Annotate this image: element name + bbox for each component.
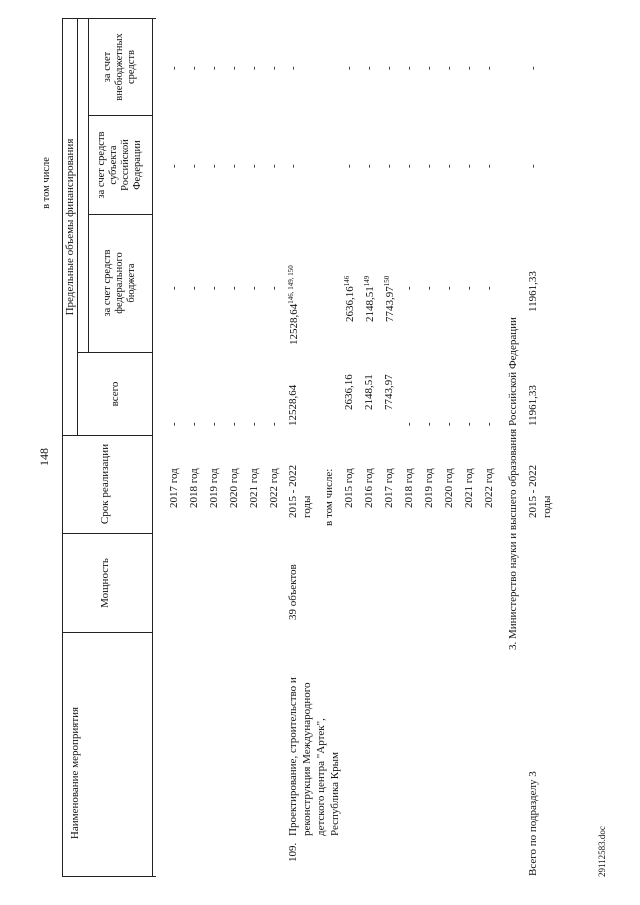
year-federal-footnote: 146 [343, 275, 351, 287]
year-federal-value: 2636,16 [344, 286, 356, 322]
top-row-subject: - [248, 164, 260, 168]
year-federal [363, 276, 376, 322]
year-extra: - [483, 66, 495, 70]
top-row-extra: - [268, 66, 280, 70]
item-period: 2015 - 2022 [287, 464, 299, 518]
including-label: в том числе: [323, 468, 335, 526]
top-row-extra: - [208, 66, 220, 70]
year-extra: - [403, 66, 415, 70]
year-period: 2022 год [483, 468, 495, 508]
top-row-total: - [208, 422, 220, 426]
year-federal: - [483, 286, 495, 290]
item-federal-footnote: 146, 149, 150 [287, 265, 295, 304]
header-subject: за счет средств субъекта Российской Федерации [95, 131, 144, 199]
top-row-extra: - [248, 66, 260, 70]
item-capacity: 39 объектов [287, 564, 299, 620]
top-row-period: 2019 год [208, 468, 220, 508]
top-row-total: - [188, 422, 200, 426]
summary-extra: - [527, 66, 539, 70]
top-row-extra: - [168, 66, 180, 70]
year-subject: - [343, 164, 355, 168]
summary-label: Всего по подразделу 3 [527, 771, 539, 876]
top-row-period: 2020 год [228, 468, 240, 508]
year-total: - [443, 422, 455, 426]
top-row-period: 2017 год [168, 468, 180, 508]
header-sep-total [77, 352, 152, 353]
top-row-federal: - [208, 286, 220, 290]
header-federal: за счет средств федерального бюджета [101, 249, 138, 317]
top-row-total: - [168, 422, 180, 426]
year-extra: - [463, 66, 475, 70]
item-period-unit: годы [301, 495, 313, 518]
year-federal-footnote: 150 [383, 275, 391, 287]
top-row-subject: - [268, 164, 280, 168]
item-total: 12528,64 [287, 384, 299, 426]
year-period: 2015 год [343, 468, 355, 508]
year-federal [383, 276, 396, 322]
summary-subject: - [527, 164, 539, 168]
year-subject: - [363, 164, 375, 168]
summary-period: 2015 - 2022 [527, 464, 539, 518]
item-name-line: детского центра "Артек", [315, 718, 327, 836]
header-capacity: Мощность [98, 558, 111, 608]
header-sep-capacity [62, 533, 152, 534]
top-row-federal: - [168, 286, 180, 290]
year-federal: - [443, 286, 455, 290]
item-subject: - [287, 164, 299, 168]
header-period: Срок реализации [98, 443, 111, 525]
header-sep-federal [88, 214, 152, 215]
year-subject: - [403, 164, 415, 168]
header-limits: Предельные объемы финансирования [63, 138, 76, 316]
summary-total: 11961,33 [527, 385, 539, 426]
year-period: 2020 год [443, 468, 455, 508]
year-subject: - [463, 164, 475, 168]
top-row-period: 2022 год [268, 468, 280, 508]
summary-federal: 11961,33 [527, 271, 539, 312]
year-extra: - [363, 66, 375, 70]
item-number: 109. [287, 842, 299, 862]
year-federal: - [403, 286, 415, 290]
top-row-subject: - [228, 164, 240, 168]
year-subject: - [383, 164, 395, 168]
year-extra: - [343, 66, 355, 70]
item-extra: - [287, 66, 299, 70]
summary-period-unit: годы [541, 495, 553, 518]
year-subject: - [443, 164, 455, 168]
top-row-total: - [268, 422, 280, 426]
top-row-federal: - [248, 286, 260, 290]
year-federal: - [423, 286, 435, 290]
year-extra: - [423, 66, 435, 70]
top-row-total: - [228, 422, 240, 426]
year-period: 2019 год [423, 468, 435, 508]
year-period: 2016 год [363, 468, 375, 508]
year-federal-value: 2148,51 [364, 286, 376, 322]
item-federal [287, 265, 300, 345]
header-name: Наименование мероприятия [68, 706, 81, 840]
year-period: 2021 год [463, 468, 475, 508]
header-sep-name [62, 632, 152, 633]
header-including: в том числе [40, 157, 52, 209]
top-row-period: 2018 год [188, 468, 200, 508]
year-federal-footnote: 149 [363, 275, 371, 287]
section-title: 3. Министерство науки и высшего образования Российской Федерации [507, 317, 519, 650]
year-federal [343, 276, 356, 322]
item-federal-value: 12528,64 [288, 303, 300, 345]
footer-code: 29112583.doc [597, 826, 607, 877]
top-row-period: 2021 год [248, 468, 260, 508]
item-name-line: реконструкция Международного [301, 682, 313, 836]
top-row-extra: - [228, 66, 240, 70]
year-subject: - [423, 164, 435, 168]
top-row-federal: - [188, 286, 200, 290]
top-row-federal: - [268, 286, 280, 290]
top-row-federal: - [228, 286, 240, 290]
item-name-line: Проектирование, строительство и [287, 677, 299, 836]
item-name-line: Республика Крым [329, 752, 341, 836]
year-subject: - [483, 164, 495, 168]
year-total: - [463, 422, 475, 426]
header-sep-period [62, 435, 152, 436]
year-total: 2636,16 [343, 374, 355, 410]
year-federal: - [463, 286, 475, 290]
year-total: - [423, 422, 435, 426]
year-federal-value: 7743,97 [384, 286, 396, 322]
year-extra: - [443, 66, 455, 70]
year-total: - [403, 422, 415, 426]
year-period: 2018 год [403, 468, 415, 508]
header-extra: за счет внебюджетных средств [101, 33, 138, 101]
year-extra: - [383, 66, 395, 70]
year-total: 7743,97 [383, 374, 395, 410]
header-total: всего [108, 381, 121, 407]
top-row-subject: - [168, 164, 180, 168]
year-total: 2148,51 [363, 374, 375, 410]
top-row-total: - [248, 422, 260, 426]
top-row-subject: - [188, 164, 200, 168]
top-row-extra: - [188, 66, 200, 70]
year-period: 2017 год [383, 468, 395, 508]
header-sep-subject [88, 115, 152, 116]
top-row-subject: - [208, 164, 220, 168]
year-total: - [483, 422, 495, 426]
page-number: 148 [37, 448, 51, 466]
